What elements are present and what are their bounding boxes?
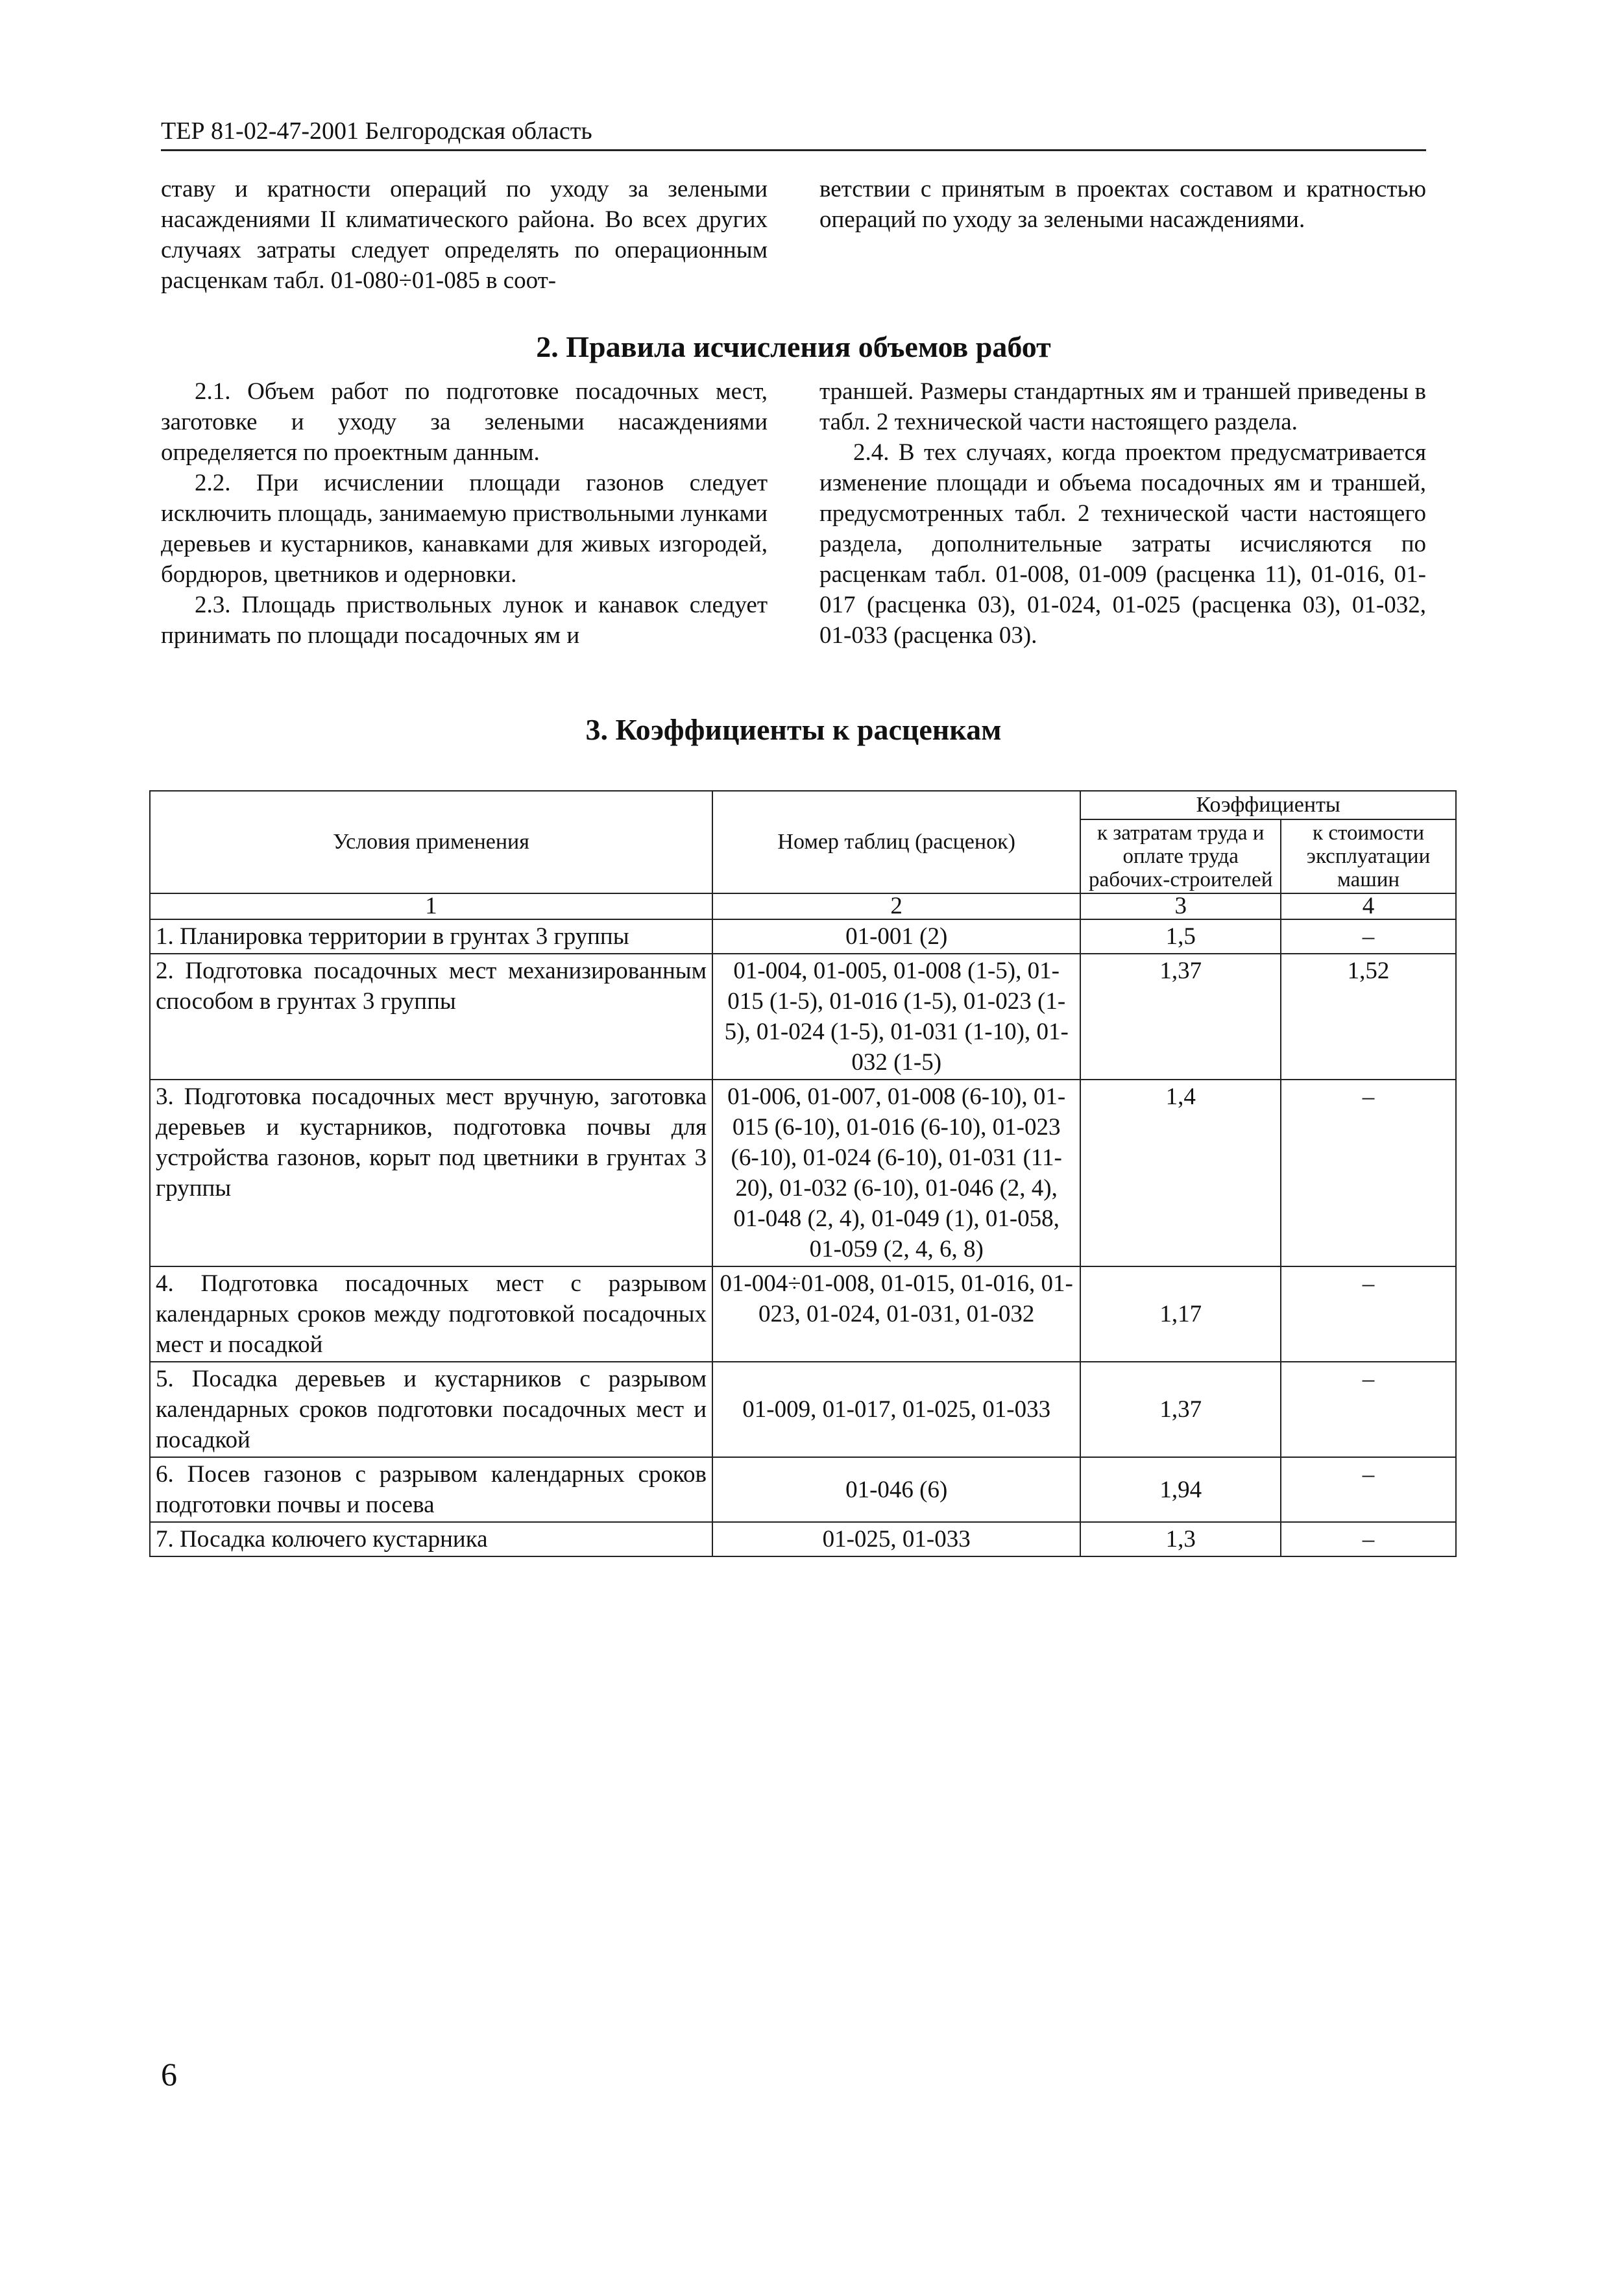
row-condition: 7. Посадка колючего кустарника: [150, 1522, 712, 1556]
row-condition: 2. Подготовка посадочных мест механизированным способом в грунтах 3 группы: [150, 954, 712, 1080]
section-2-right-column: [819, 376, 1426, 651]
intro-left-paragraph: ставу и кратности операций по уходу за зелеными насаждениями II климатического района. Во всех других случаях затраты следует определять по операционным расценкам табл. 01-080÷01-085 в соот-: [161, 176, 768, 294]
paragraph-2-2: 2.2. При исчислении площади газонов следует исключить площадь, занимаемую приствольными лунками деревьев и кустарников, канавками для живых изгородей, бордюров, цветников и одерновки.: [161, 470, 768, 588]
header-table-numbers: Номер таблиц (расценок): [712, 791, 1080, 893]
intro-left-column: [161, 174, 768, 296]
intro-text: [161, 174, 1426, 296]
row-tables: 01-006, 01-007, 01-008 (6-10), 01-015 (6-10), 01-016 (6-10), 01-023 (6-10), 01-024 (6-10), 01-031 (11-20), 01-032 (6-10), 01-046 (2, 4), 01-048 (2, 4), 01-049 (1), 01-058, 01-059 (2, 4, 6, 8): [712, 1080, 1080, 1266]
table-row: [150, 1362, 1456, 1457]
row-tables: 01-004÷01-008, 01-015, 01-016, 01-023, 01-024, 01-031, 01-032: [712, 1266, 1080, 1362]
table-row: [150, 1266, 1456, 1362]
table-row: [150, 954, 1456, 1080]
page-number: 6: [161, 2056, 177, 2092]
column-number: 1: [150, 893, 712, 919]
table-row: [150, 1457, 1456, 1522]
row-labor-coef: 1,37: [1080, 1362, 1281, 1457]
row-machines-coef: –: [1281, 1266, 1456, 1362]
row-labor-coef: 1,37: [1080, 954, 1281, 1080]
table-row: [150, 919, 1456, 954]
section-2-title: 2. Правила исчисления объемов работ: [536, 330, 1051, 363]
intro-right-paragraph: ветствии с принятым в проектах составом и кратностью операций по уходу за зелеными насаждениями.: [819, 176, 1426, 233]
row-machines-coef: –: [1281, 919, 1456, 954]
coefficients-table: [149, 790, 1457, 1557]
header-machines: к стоимости эксплуатации машин: [1281, 819, 1456, 893]
row-condition: 4. Подготовка посадочных мест с разрывом календарных сроков между подготовкой посадочных мест и посадкой: [150, 1266, 712, 1362]
row-tables: 01-046 (6): [712, 1457, 1080, 1522]
row-tables: 01-001 (2): [712, 919, 1080, 954]
table-row: [150, 1522, 1456, 1556]
row-labor-coef: 1,94: [1080, 1457, 1281, 1522]
row-condition: 6. Посев газонов с разрывом календарных сроков подготовки почвы и посева: [150, 1457, 712, 1522]
row-machines-coef: –: [1281, 1457, 1456, 1522]
section-2-body: [161, 376, 1426, 651]
row-labor-coef: 1,5: [1080, 919, 1281, 954]
row-labor-coef: 1,17: [1080, 1266, 1281, 1362]
row-tables: 01-025, 01-033: [712, 1522, 1080, 1556]
table-row: [150, 1080, 1456, 1266]
row-tables: 01-004, 01-005, 01-008 (1-5), 01-015 (1-5), 01-016 (1-5), 01-023 (1-5), 01-024 (1-5), 01-031 (1-10), 01-032 (1-5): [712, 954, 1080, 1080]
row-condition: 5. Посадка деревьев и кустарников с разрывом календарных сроков подготовки посадочных мест и посадкой: [150, 1362, 712, 1457]
column-number: 4: [1281, 893, 1456, 919]
paragraph-2-1: 2.1. Объем работ по подготовке посадочных мест, заготовке и уходу за зелеными насаждениями определяется по проектным данным.: [161, 378, 768, 466]
section-2-left-column: [161, 376, 768, 651]
column-number: 3: [1080, 893, 1281, 919]
header-title: ТЕР 81-02-47-2001 Белгородская область: [161, 117, 592, 145]
row-machines-coef: 1,52: [1281, 954, 1456, 1080]
row-machines-coef: –: [1281, 1080, 1456, 1266]
paragraph-2-4: 2.4. В тех случаях, когда проектом предусматривается изменение площади и объема посадочных ям и траншей, предусмотренных табл. 2 технической части настоящего раздела, дополнительные затраты исчисляются по расценкам табл. 01-008, 01-009 (расценка 11), 01-016, 01-017 (расценка 03), 01-024, 01-025 (расценка 03), 01-032, 01-033 (расценка 03).: [819, 439, 1426, 649]
row-machines-coef: –: [1281, 1522, 1456, 1556]
row-labor-coef: 1,4: [1080, 1080, 1281, 1266]
intro-right-column: [819, 174, 1426, 296]
paragraph-2-3: 2.3. Площадь приствольных лунок и канавок следует принимать по площади посадочных ям и: [161, 592, 768, 649]
header-labor: к затратам труда и оплате труда рабочих-строителей: [1080, 819, 1281, 893]
row-machines-coef: –: [1281, 1362, 1456, 1457]
header-coefficients: Коэффициенты: [1080, 791, 1456, 819]
row-condition: 1. Планировка территории в грунтах 3 группы: [150, 919, 712, 954]
column-numbers-row: [150, 893, 1456, 919]
page-header: [161, 117, 1426, 151]
row-condition: 3. Подготовка посадочных мест вручную, заготовка деревьев и кустарников, подготовка почвы для устройства газонов, корыт под цветники в грунтах 3 группы: [150, 1080, 712, 1266]
table-header-row: [150, 791, 1456, 819]
paragraph-2-3-continued: траншей. Размеры стандартных ям и траншей приведены в табл. 2 технической части настоящего раздела.: [819, 378, 1426, 435]
row-labor-coef: 1,3: [1080, 1522, 1281, 1556]
section-3-title: 3. Коэффициенты к расценкам: [585, 713, 1002, 746]
row-tables: 01-009, 01-017, 01-025, 01-033: [712, 1362, 1080, 1457]
header-conditions: Условия применения: [150, 791, 712, 893]
column-number: 2: [712, 893, 1080, 919]
